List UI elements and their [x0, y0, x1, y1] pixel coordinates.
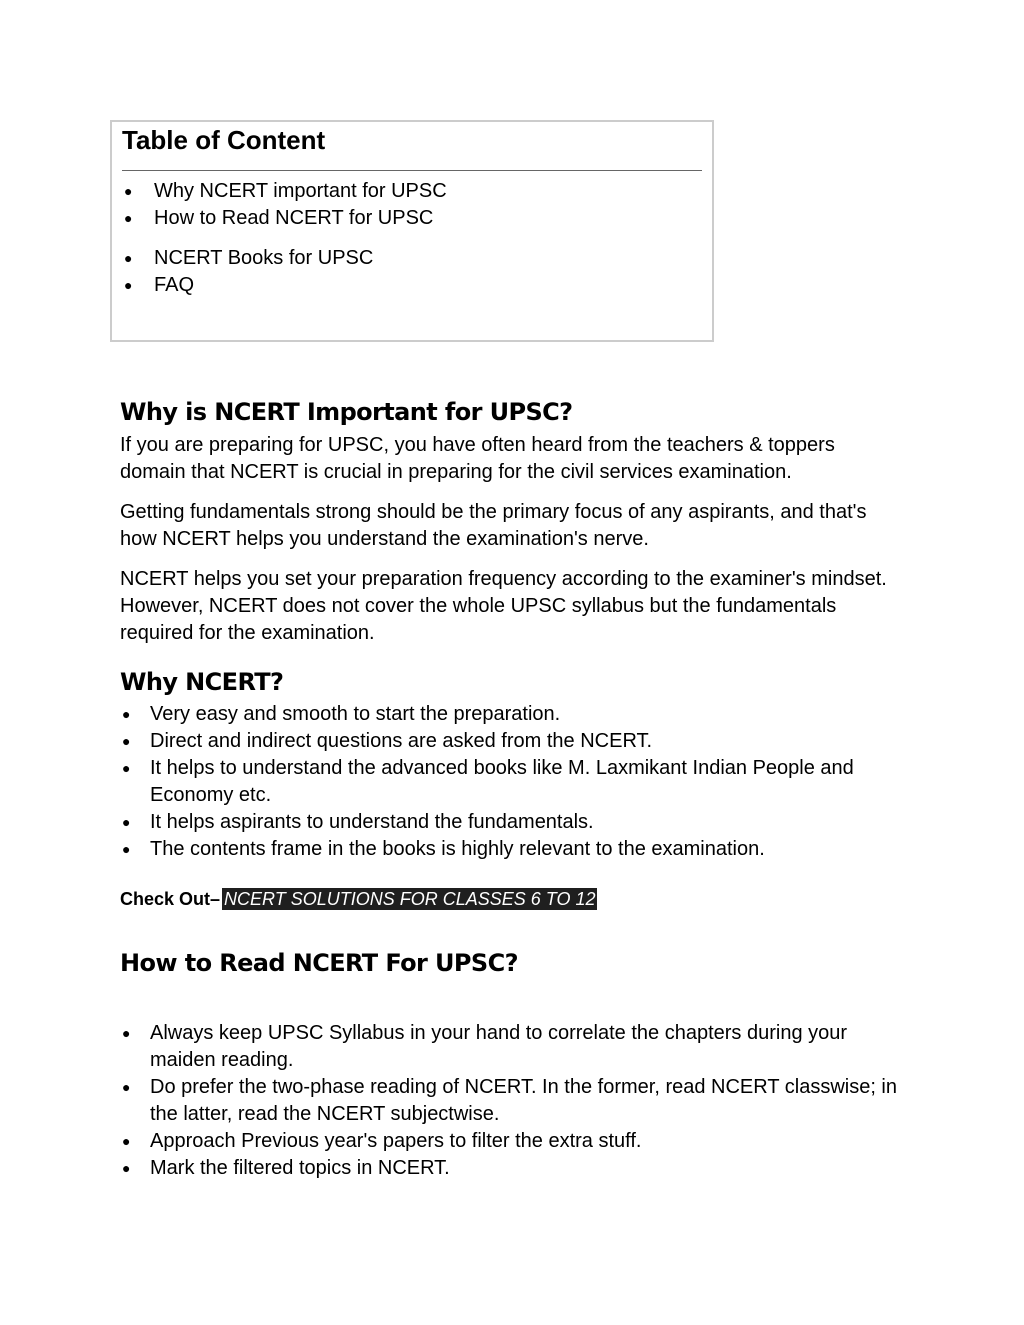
- list-item-text: Always keep UPSC Syllabus in your hand to correlate the chapters during your: [150, 1022, 848, 1044]
- bullet-icon: ●: [122, 814, 131, 830]
- list-item: [120, 701, 990, 728]
- toc-item-label: Why NCERT important for UPSC: [154, 180, 447, 202]
- bullet-list-why-ncert: [120, 701, 990, 863]
- paragraph-line: NCERT helps you set your preparation frequency according to the examiner's mindset.: [120, 568, 887, 590]
- paragraph-line: Getting fundamentals strong should be the primary focus of any aspirants, and that's: [120, 501, 867, 523]
- bullet-icon: ●: [124, 250, 133, 266]
- list-item-text: It helps to understand the advanced books like M. Laxmikant Indian People and: [150, 757, 854, 779]
- bullet-icon: ●: [122, 1079, 131, 1095]
- paragraph-line: However, NCERT does not cover the whole UPSC syllabus but the fundamentals: [120, 595, 837, 617]
- list-item-text: the latter, read the NCERT subjectwise.: [150, 1103, 500, 1125]
- paragraph: [120, 566, 970, 647]
- list-item: [120, 836, 990, 863]
- table-of-contents-box: [110, 120, 714, 342]
- paragraph-line: If you are preparing for UPSC, you have often heard from the teachers & toppers: [120, 434, 835, 456]
- list-item: [120, 1074, 990, 1128]
- ncert-solutions-link[interactable]: NCERT SOLUTIONS FOR CLASSES 6 TO 12: [224, 889, 596, 909]
- list-item: [120, 1020, 990, 1074]
- bullet-icon: ●: [122, 760, 131, 776]
- list-item-text: Mark the filtered topics in NCERT.: [150, 1157, 450, 1179]
- bullet-icon: ●: [122, 1160, 131, 1176]
- paragraph-line: required for the examination.: [120, 622, 375, 644]
- section-heading-why-ncert: Why NCERT?: [120, 668, 284, 696]
- bullet-icon: ●: [122, 733, 131, 749]
- list-item-text: Economy etc.: [150, 784, 272, 806]
- section-heading-how-to-read: How to Read NCERT For UPSC?: [120, 949, 518, 977]
- paragraph-line: domain that NCERT is crucial in preparing for the civil services examination.: [120, 461, 792, 483]
- paragraph-line: how NCERT helps you understand the examination's nerve.: [120, 528, 649, 550]
- check-out-line: [120, 886, 597, 912]
- list-item-text: Very easy and smooth to start the preparation.: [150, 703, 561, 725]
- toc-item-label: FAQ: [154, 274, 195, 296]
- list-item: [120, 755, 990, 809]
- toc-title: Table of Content: [122, 125, 326, 155]
- list-item-text: Do prefer the two-phase reading of NCERT. In the former, read NCERT classwise; in: [150, 1076, 898, 1098]
- toc-divider: [122, 170, 702, 171]
- paragraph: [120, 432, 970, 486]
- list-item-text: It helps aspirants to understand the fundamentals.: [150, 811, 594, 833]
- list-item: [120, 809, 990, 836]
- bullet-icon: ●: [122, 841, 131, 857]
- bullet-list-how-to-read: [120, 1020, 990, 1182]
- bullet-icon: ●: [124, 210, 133, 226]
- list-item: [120, 1128, 990, 1155]
- list-item: [120, 728, 990, 755]
- list-item-text: The contents frame in the books is highly relevant to the examination.: [150, 838, 765, 860]
- bullet-icon: ●: [124, 183, 133, 199]
- list-item-text: maiden reading.: [150, 1049, 294, 1071]
- bullet-icon: ●: [122, 706, 131, 722]
- section-heading-why-important: Why is NCERT Important for UPSC?: [120, 398, 573, 426]
- bullet-icon: ●: [124, 277, 133, 293]
- check-out-label: Check Out–: [120, 889, 221, 909]
- toc-item-label: NCERT Books for UPSC: [154, 247, 374, 269]
- toc-item-label: How to Read NCERT for UPSC: [154, 207, 434, 229]
- list-item-text: Approach Previous year's papers to filter the extra stuff.: [150, 1130, 642, 1152]
- bullet-icon: ●: [122, 1025, 131, 1041]
- paragraph: [120, 499, 970, 553]
- bullet-icon: ●: [122, 1133, 131, 1149]
- list-item: [120, 1155, 990, 1182]
- list-item-text: Direct and indirect questions are asked from the NCERT.: [150, 730, 653, 752]
